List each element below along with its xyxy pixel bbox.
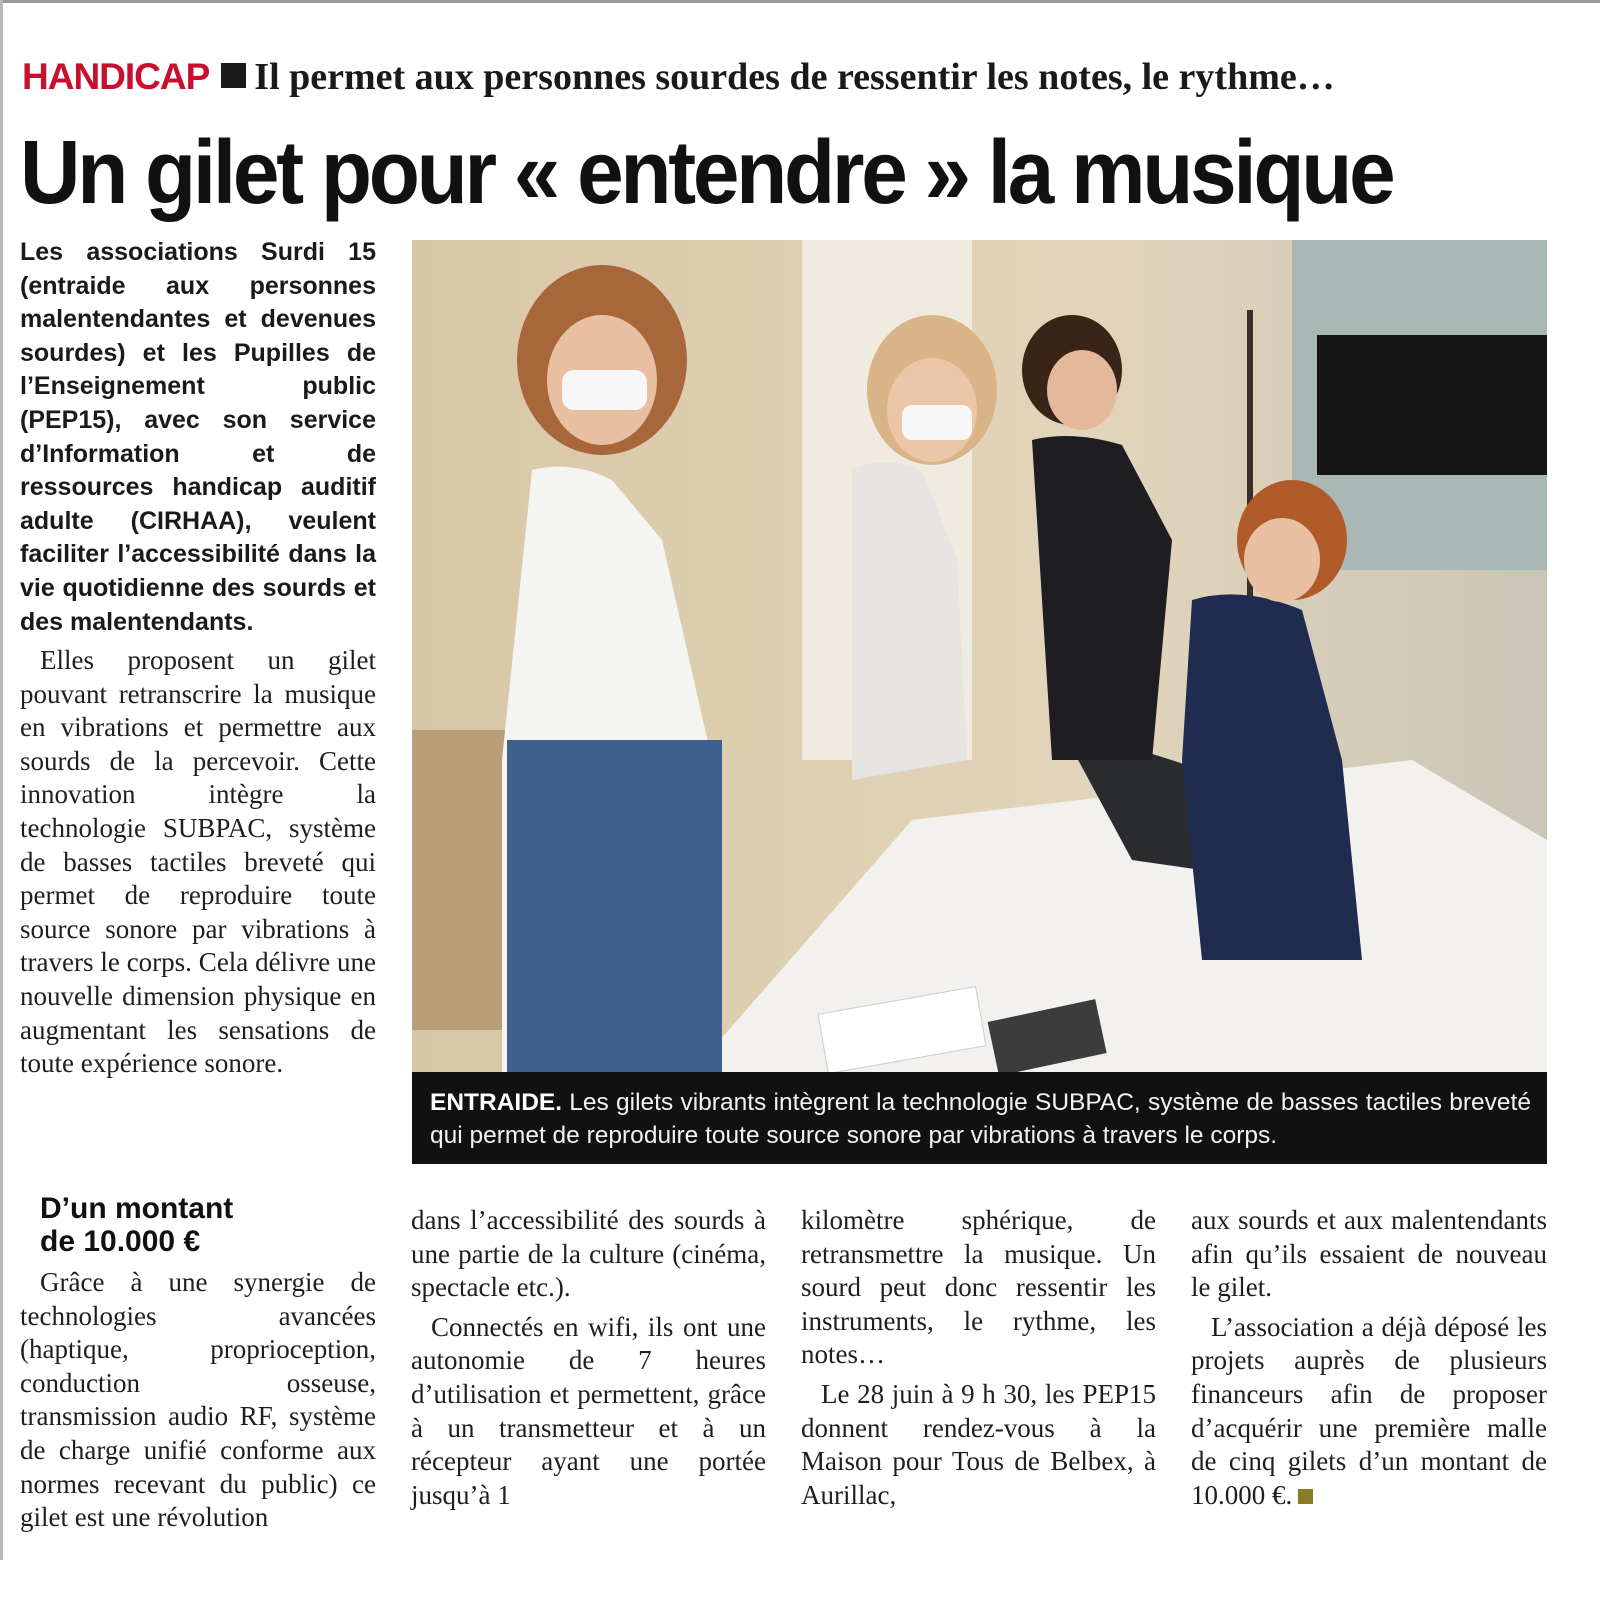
- caption-text: Les gilets vibrants intègrent la technologie SUBPAC, système de basses tactiles breveté qui permet de reproduire toute source sonore par vibrations à travers le corps.: [430, 1089, 1531, 1149]
- col4-paragraph-2: L’association a déjà déposé les projets auprès de plusieurs financeurs afin de proposer d’acquérir une première malle de cinq gilets d’un montant de 10.000 €.: [1191, 1311, 1547, 1510]
- column-3: [801, 1204, 1156, 1512]
- kicker-text: Il permet aux personnes sourdes de ressentir les notes, le rythme…: [254, 56, 1335, 98]
- end-mark-icon: [1298, 1489, 1313, 1504]
- col4-paragraph-2-wrap: [1191, 1311, 1547, 1513]
- col4-paragraph-1: aux sourds et aux malentendants afin qu’ils essaient de nouveau le gilet.: [1191, 1205, 1547, 1303]
- col2-paragraph-1: dans l’accessibilité des sourds à une partie de la culture (cinéma, spectacle etc.).: [411, 1205, 766, 1303]
- col2-paragraph-2: Connectés en wifi, ils ont une autonomie de 7 heures d’utilisation et permettent, grâce à un transmetteur et à un récepteur ayant une portée jusqu’à 1: [411, 1311, 766, 1510]
- article-photo: [412, 240, 1547, 1072]
- caption-lead: ENTRAIDE.: [430, 1089, 563, 1116]
- headline: Un gilet pour « entendre » la musique: [20, 123, 1393, 223]
- chapo: Les associations Surdi 15 (entraide aux personnes malentendantes et devenues sourdes) et les Pupilles de l’Enseignement public (PEP15), avec son service d’Information et de ressources handicap auditif adulte (CIRHAA), veulent faciliter l’accessibilité dans la vie quotidienne des sourds et des malentendants.: [20, 238, 376, 636]
- col1-paragraph-1: Elles proposent un gilet pouvant retranscrire la musique en vibrations et permettre aux sourds de la percevoir. Cette innovation intègre la technologie SUBPAC, système de basses tactiles breveté qui permet de reproduire toute source sonore par vibrations à travers le corps. Cela délivre une nouvelle dimension physique en augmentant les sensations de toute expérience sonore.: [20, 645, 376, 1079]
- column-1-top: [20, 644, 376, 1081]
- subhead-line-1: D’un montant: [40, 1192, 234, 1225]
- column-2: [411, 1204, 766, 1512]
- subhead-line-2: de 10.000 €: [40, 1225, 201, 1258]
- col3-paragraph-2: Le 28 juin à 9 h 30, les PEP15 donnent rendez-vous à la Maison pour Tous de Belbex, à Aurillac,: [801, 1378, 1156, 1510]
- kicker-tag: HANDICAP: [22, 56, 210, 97]
- kicker: [22, 52, 1582, 102]
- kicker-square-icon: [221, 63, 246, 88]
- photo-caption: [412, 1072, 1547, 1164]
- column-4: [1191, 1204, 1547, 1512]
- col1-paragraph-2: Grâce à une synergie de technologies avancées (haptique, proprioception, conduction osseuse, transmission audio RF, système de charge unifié conforme aux normes recevant du public) ce gilet est une révolution: [20, 1267, 376, 1533]
- top-rule: [0, 0, 1600, 3]
- col3-paragraph-1: kilomètre sphérique, de retransmettre la musique. Un sourd peut donc ressentir les instruments, le rythme, les notes…: [801, 1205, 1156, 1370]
- photo-illustration: [412, 240, 1547, 1072]
- left-rule: [0, 0, 3, 1560]
- column-1-bottom: [20, 1192, 376, 1535]
